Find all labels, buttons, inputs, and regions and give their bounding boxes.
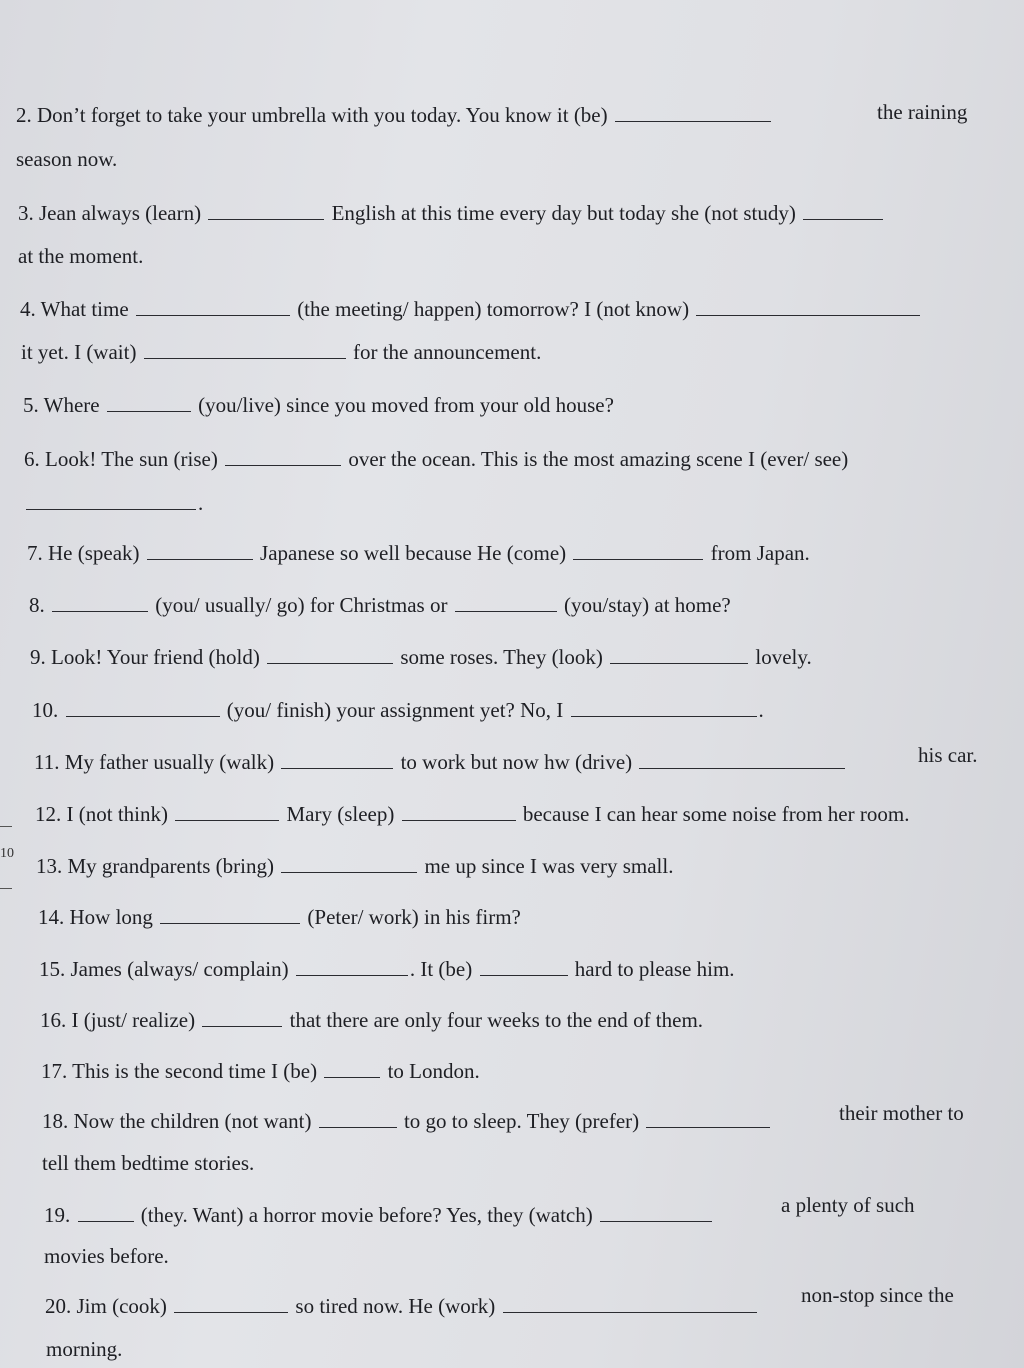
answer-blank[interactable]	[208, 201, 324, 220]
exercise-16: 16. I (just/ realize) that there are only four weeks to the end of them.	[40, 1008, 704, 1032]
answer-blank[interactable]	[267, 645, 393, 664]
exercise-14: 14. How long (Peter/ work) in his firm?	[38, 905, 521, 929]
exercise-15: 15. James (always/ complain) . It (be) hard to please him.	[39, 957, 735, 981]
answer-blank[interactable]	[78, 1203, 134, 1222]
margin-tick	[0, 826, 12, 827]
exercise-11-tail: his car.	[918, 743, 978, 767]
answer-blank[interactable]	[174, 1294, 288, 1313]
answer-blank[interactable]	[600, 1203, 712, 1222]
answer-blank[interactable]	[324, 1059, 380, 1078]
answer-blank[interactable]	[639, 750, 845, 769]
exercise-6-cont: .	[24, 490, 203, 516]
answer-blank[interactable]	[803, 201, 883, 220]
exercise-2: 2. Don’t forget to take your umbrella with you today. You know it (be)	[16, 102, 773, 128]
answer-blank[interactable]	[573, 541, 703, 560]
answer-blank[interactable]	[610, 645, 748, 664]
exercise-9: 9. Look! Your friend (hold) some roses. They (look) lovely.	[30, 645, 812, 669]
answer-blank[interactable]	[175, 802, 279, 821]
exercise-19: 19. (they. Want) a horror movie before? Yes, they (watch)	[44, 1202, 714, 1228]
exercise-19-cont: movies before.	[44, 1244, 169, 1268]
answer-blank[interactable]	[281, 854, 417, 873]
exercise-20-cont: morning.	[46, 1337, 123, 1361]
answer-blank[interactable]	[136, 297, 290, 316]
answer-blank[interactable]	[107, 393, 191, 412]
margin-mark: 10	[0, 846, 14, 861]
answer-blank[interactable]	[160, 905, 300, 924]
exercise-2-cont: season now.	[16, 147, 118, 171]
answer-blank[interactable]	[455, 593, 557, 612]
exercise-13: 13. My grandparents (bring) me up since I was very small.	[36, 854, 674, 878]
exercise-20: 20. Jim (cook) so tired now. He (work)	[45, 1293, 759, 1319]
exercise-4: 4. What time (the meeting/ happen) tomorrow? I (not know)	[20, 296, 922, 322]
exercise-2-tail: the raining	[877, 100, 968, 124]
answer-blank[interactable]	[503, 1294, 757, 1313]
answer-blank[interactable]	[202, 1008, 282, 1027]
answer-blank[interactable]	[26, 491, 196, 510]
exercise-5: 5. Where (you/live) since you moved from your old house?	[23, 393, 614, 417]
answer-blank[interactable]	[225, 447, 341, 466]
exercise-18: 18. Now the children (not want) to go to sleep. They (prefer)	[42, 1108, 772, 1134]
answer-blank[interactable]	[147, 541, 253, 560]
answer-blank[interactable]	[480, 957, 568, 976]
exercise-12: 12. I (not think) Mary (sleep) because I can hear some noise from her room.	[35, 802, 910, 826]
exercise-6: 6. Look! The sun (rise) over the ocean. This is the most amazing scene I (ever/ see)	[24, 447, 849, 471]
exercise-18-tail: their mother to	[839, 1101, 964, 1125]
exercise-19-tail: a plenty of such	[781, 1193, 915, 1217]
answer-blank[interactable]	[696, 297, 920, 316]
exercise-11: 11. My father usually (walk) to work but now hw (drive)	[34, 749, 847, 775]
answer-blank[interactable]	[281, 750, 393, 769]
answer-blank[interactable]	[319, 1109, 397, 1128]
answer-blank[interactable]	[615, 103, 771, 122]
answer-blank[interactable]	[402, 802, 516, 821]
answer-blank[interactable]	[296, 957, 408, 976]
exercise-18-cont: tell them bedtime stories.	[42, 1151, 255, 1175]
exercise-3-cont: at the moment.	[18, 244, 144, 268]
exercise-10: 10. (you/ finish) your assignment yet? No, I .	[32, 698, 764, 722]
answer-blank[interactable]	[52, 593, 148, 612]
answer-blank[interactable]	[646, 1109, 770, 1128]
answer-blank[interactable]	[144, 340, 346, 359]
exercise-17: 17. This is the second time I (be) to London.	[41, 1059, 480, 1083]
exercise-7: 7. He (speak) Japanese so well because He (come) from Japan.	[27, 541, 810, 565]
margin-tick	[0, 888, 12, 889]
exercise-20-tail: non-stop since the	[801, 1283, 954, 1307]
answer-blank[interactable]	[66, 698, 220, 717]
exercise-8: 8. (you/ usually/ go) for Christmas or (you/stay) at home?	[29, 593, 731, 617]
exercise-3: 3. Jean always (learn) English at this time every day but today she (not study)	[18, 200, 885, 226]
exercise-4-cont: it yet. I (wait) for the announcement.	[21, 340, 542, 364]
answer-blank[interactable]	[571, 698, 757, 717]
